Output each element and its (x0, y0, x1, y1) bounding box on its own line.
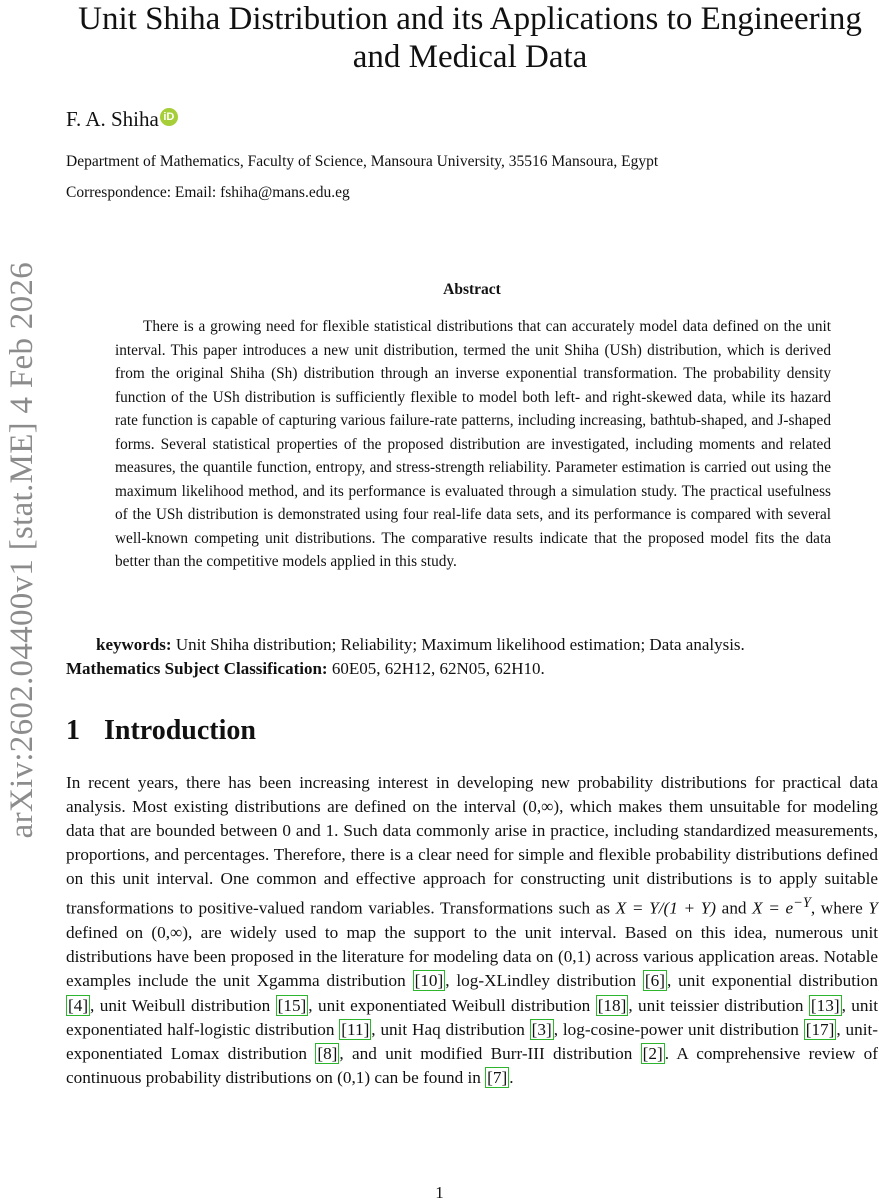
math-interval: (0,∞) (522, 797, 560, 817)
intro-text: In recent years, there has been increasing interest in developing new probability distributions for practical data analysis. Most existing distributions are defined on the interval (66, 773, 878, 817)
intro-text: , unit-exponentiated Lomax distribution (66, 1019, 878, 1063)
section-title: Introduction (104, 715, 256, 746)
math-transform-2: X = e (752, 899, 794, 919)
section-number: 1 (66, 715, 80, 746)
keywords-label: keywords: (96, 635, 172, 654)
msc-label: Mathematics Subject Classification: (66, 659, 328, 678)
intro-text: and (716, 899, 753, 919)
citation-link[interactable]: [15] (277, 995, 307, 1015)
citation-link[interactable]: [4] (68, 995, 89, 1015)
section-heading (66, 715, 256, 747)
keywords-block (66, 633, 878, 681)
intro-text: , and unit modified Burr-III distribution (339, 1043, 641, 1063)
intro-text: , are widely used to map the support to the unit interval. Based on this idea, numerous unit distributions have been proposed in the literature for modeling data on (0,1) across various application areas. Notable examples include the unit Xgamma distribution (66, 923, 878, 991)
keywords-text: Unit Shiha distribution; Reliability; Maximum likelihood estimation; Data analysis. (175, 635, 745, 654)
author-name: F. A. Shiha (66, 107, 159, 131)
citation-link[interactable]: [2] (642, 1043, 663, 1063)
arxiv-side-stamp (0, 240, 44, 860)
citation-link[interactable]: [7] (487, 1067, 508, 1087)
citation-link[interactable]: [11] (341, 1019, 370, 1039)
intro-text: , unit exponentiated half-logistic distribution (66, 995, 879, 1039)
abstract-heading: Abstract (443, 281, 501, 298)
math-interval: (0,∞) (151, 923, 188, 943)
intro-text: , log-cosine-power unit distribution (553, 1019, 804, 1039)
affiliation: Department of Mathematics, Faculty of Science, Mansoura University, 35516 Mansoura, Egypt (66, 153, 659, 170)
msc-text: 60E05, 62H12, 62N05, 62H10. (331, 659, 545, 678)
citation-link[interactable]: [13] (810, 995, 840, 1015)
msc-line (66, 657, 878, 681)
math-transform-1: X = Y/(1 + Y) (615, 899, 717, 919)
citation-link[interactable]: [10] (414, 971, 444, 991)
math-variable: Y (868, 899, 878, 919)
intro-text: . (509, 1067, 514, 1087)
paper-title: Unit Shiha Distribution and its Applications to Engineering and Medical Data (78, 1, 862, 75)
intro-text: , unit teissier distribution (628, 995, 809, 1015)
citation-link[interactable]: [8] (317, 1043, 338, 1063)
intro-text: defined on (66, 923, 152, 943)
intro-text: , unit exponentiated Weibull distribution (308, 995, 596, 1015)
arxiv-identifier[interactable]: arXiv:2602.04400v1 [stat.ME] 4 Feb 2026 (3, 261, 40, 839)
intro-paragraph (66, 771, 878, 1090)
intro-text: , where (810, 899, 869, 919)
abstract-body: There is a growing need for flexible statistical distributions that can accurately model data defined on the unit interval. This paper introduces a new unit distribution, termed the unit Shiha (USh) distribution, which is derived from the original Shiha (Sh) distribution through an inverse exponential transformation. The probability density function of the USh distribution is sufficiently flexible to model both left- and right-skewed data, while its hazard rate function is capable of capturing various failure-rate patterns, including increasing, bathtub-shaped, and J-shaped forms. Several statistical properties of the proposed distribution are investigated, including moments and related measures, the quantile function, entropy, and stress-strength reliability. Parameter estimation is carried out using the maximum likelihood method, and its performance is evaluated through a simulation study. The practical usefulness of the USh distribution is demonstrated using four real-life data sets, and its performance is compared with several well-known competing unit distributions. The comparative results indicate that the proposed model fits the data better than the competitive models applied in this study. (115, 318, 831, 570)
intro-text: . A comprehensive review of continuous probability distributions on (0,1) can be found in (66, 1043, 878, 1087)
math-exponent: −Y (793, 895, 811, 912)
intro-text: , log-XLindley distribution (445, 971, 643, 991)
intro-text: , which makes them unsuitable for modeling data that are bounded between 0 and 1. Such data commonly arise in practice, including standardized measurements, proportions, and percentages. Therefore, there is a clear need for simple and flexible probability distributions defined on this unit interval. One common and effective approach for constructing unit distributions is to apply suitable transformations to positive-valued random variables. Transformations such as (66, 797, 878, 919)
page-number: 1 (435, 1183, 444, 1202)
orcid-icon[interactable]: iD (160, 108, 178, 126)
author-line (66, 107, 178, 132)
intro-text: , unit Weibull distribution (90, 995, 276, 1015)
correspondence: Correspondence: Email: fshiha@mans.edu.eg (66, 184, 350, 201)
keywords-line (66, 633, 878, 657)
citation-link[interactable]: [6] (644, 971, 665, 991)
intro-text: , unit Haq distribution (371, 1019, 530, 1039)
citation-link[interactable]: [3] (531, 1019, 552, 1039)
citation-link[interactable]: [17] (805, 1019, 835, 1039)
citation-link[interactable]: [18] (597, 995, 627, 1015)
intro-text: , unit exponential distribution (666, 971, 878, 991)
